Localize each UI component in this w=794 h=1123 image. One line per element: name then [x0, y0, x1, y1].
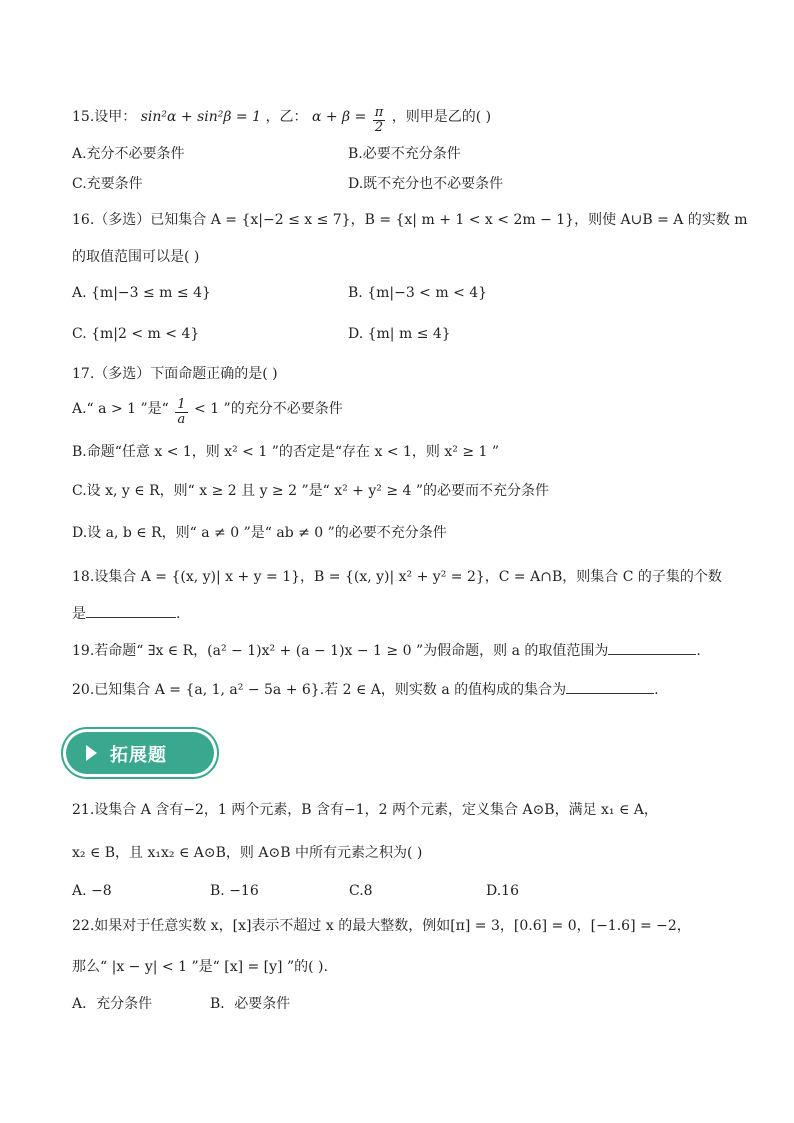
q15-option-b: B.必要不充分条件 [348, 146, 461, 162]
q15-option-d: D.既不充分也不必要条件 [348, 176, 504, 192]
q22-stem-line1: 22.如果对于任意实数 x，[x]表示不超过 x 的最大整数，例如[π] = 3，[0.6] = 0，[−1.6] = −2， [72, 918, 691, 934]
q19-stem-suffix: . [696, 643, 701, 659]
q21-option-a: A. −8 [72, 883, 112, 899]
q19-answer-blank[interactable] [608, 640, 696, 655]
q17-one-over-a [175, 398, 187, 427]
q16-option-d: D. {m| m ≤ 4} [348, 326, 451, 342]
q21-stem-line2: x₂ ∈ B，且 x₁x₂ ∈ A⊙B，则 A⊙B 中所有元素之积为( ) [72, 845, 423, 861]
q18-answer-blank[interactable] [86, 603, 176, 618]
q16-stem-line1: 16.（多选）已知集合 A = {x|−2 ≤ x ≤ 7}，B = {x| m + 1 < x < 2m − 1}，则使 A∪B = A 的实数 m [72, 212, 748, 228]
q16-stem-line2: 的取值范围可以是( ) [72, 249, 200, 265]
q17-option-b: B.命题“任意 x < 1，则 x² < 1 ”的否定是“存在 x < 1，则 x² ≥ 1 ” [72, 444, 500, 460]
q20-answer-blank[interactable] [566, 679, 654, 694]
q15-option-a: A.充分不必要条件 [72, 146, 185, 162]
q17-option-a-prefix: A.“ a > 1 ”是“ [72, 401, 169, 417]
q17-option-d: D.设 a, b ∈ R，则“ a ≠ 0 ”是“ ab ≠ 0 ”的必要不充分条件 [72, 525, 447, 541]
q18-line2-suffix: . [176, 606, 181, 622]
q17-option-c: C.设 x, y ∈ R，则“ x ≥ 2 且 y ≥ 2 ”是“ x² + y² ≥ 4 ”的必要而不充分条件 [72, 483, 550, 499]
q18-line2-prefix: 是 [72, 606, 86, 622]
q19-stem-text: 19.若命题“ ∃x ∈ R，(a² − 1)x² + (a − 1)x − 1 ≥ 0 ”为假命题，则 a 的取值范围为 [72, 643, 609, 659]
q15-frac-denominator: 2 [374, 120, 384, 135]
q17-frac-numerator: 1 [177, 397, 186, 412]
q20-stem-text: 20.已知集合 A = {a, 1, a² − 5a + 6}.若 2 ∈ A，则实数 a 的值构成的集合为 [72, 682, 567, 698]
q22-option-b: B．必要条件 [210, 996, 291, 1012]
q15-option-c: C.充要条件 [72, 176, 143, 192]
q22-stem-line2: 那么“ |x − y| < 1 ”是“ [x] = [y] ”的( ). [72, 959, 328, 975]
q22-option-a: A．充分条件 [72, 996, 153, 1012]
q17-option-a [72, 398, 343, 427]
q15-stem-prefix: 15.设甲： [72, 109, 137, 125]
q15-expr-sum: α + β = [311, 109, 367, 125]
q21-option-d: D.16 [486, 883, 519, 899]
q15-stem-suffix: ，则甲是乙的( ) [391, 109, 492, 125]
q21-option-b: B. −16 [210, 883, 259, 899]
q18-stem-line2 [72, 603, 180, 624]
q20-stem [72, 679, 659, 700]
q21-option-c: C.8 [349, 883, 373, 899]
q15-frac-numerator: π [374, 105, 384, 120]
q15-stem-mid: ，乙： [265, 109, 308, 125]
q17-stem: 17.（多选）下面命题正确的是( ) [72, 366, 278, 382]
q15-stem [72, 106, 491, 135]
q16-option-a: A. {m|−3 ≤ m ≤ 4} [72, 285, 211, 301]
q17-option-a-suffix: < 1 ”的充分不必要条件 [194, 401, 343, 417]
q16-option-c: C. {m|2 < m < 4} [72, 326, 200, 342]
play-icon [86, 745, 97, 761]
q17-frac-denominator: a [177, 412, 186, 427]
q19-stem [72, 640, 701, 661]
q15-pi-over-2 [373, 106, 386, 135]
section-banner [66, 732, 214, 774]
section-banner-label: 拓展题 [110, 745, 167, 766]
q21-stem-line1: 21.设集合 A 含有−2，1 两个元素，B 含有−1，2 两个元素，定义集合 A⊙B，满足 x₁ ∈ A， [72, 802, 658, 818]
q16-option-b: B. {m|−3 < m < 4} [348, 285, 488, 301]
q15-expr-sin: sin²α + sin²β = 1 [140, 109, 262, 125]
q18-stem-line1: 18.设集合 A = {(x, y)| x + y = 1}，B = {(x, y)| x² + y² = 2}，C = A∩B，则集合 C 的子集的个数 [72, 569, 722, 585]
q20-stem-suffix: . [654, 682, 659, 698]
